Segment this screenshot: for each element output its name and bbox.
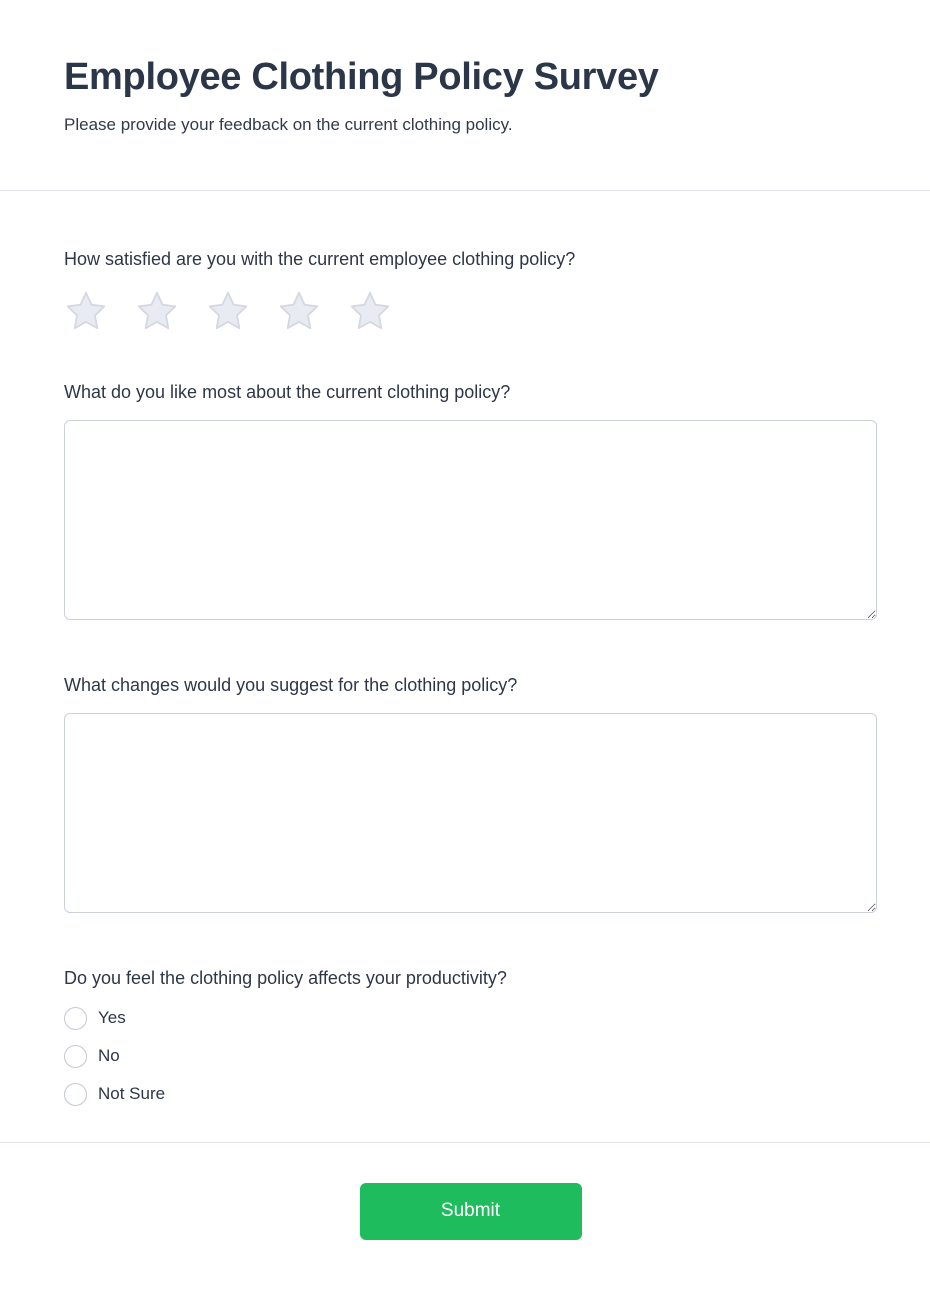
question-satisfaction-rating — [64, 247, 877, 332]
question-label: What do you like most about the current clothing policy? — [64, 381, 511, 402]
form-body — [0, 191, 930, 1106]
star-icon[interactable] — [135, 290, 179, 332]
radio-option-label: Not Sure — [98, 1084, 166, 1104]
form-title: Employee Clothing Policy Survey — [64, 56, 659, 98]
radio-option-label: No — [98, 1046, 120, 1066]
form-header — [0, 0, 930, 137]
star-icon[interactable] — [206, 290, 250, 332]
radio-option-no[interactable] — [64, 1045, 877, 1068]
form-footer — [0, 1143, 930, 1291]
radio-button-icon[interactable] — [64, 1045, 87, 1068]
question-like-most — [64, 380, 877, 625]
radio-button-icon[interactable] — [64, 1007, 87, 1030]
star-icon[interactable] — [64, 290, 108, 332]
question-suggest-changes — [64, 673, 877, 918]
suggest-changes-textarea[interactable] — [64, 713, 877, 913]
submit-button[interactable]: Submit — [360, 1183, 582, 1240]
star-icon[interactable] — [277, 290, 321, 332]
question-label: How satisfied are you with the current employee clothing policy? — [64, 248, 576, 269]
radio-option-not-sure[interactable] — [64, 1083, 877, 1106]
star-icon[interactable] — [348, 290, 392, 332]
question-label: What changes would you suggest for the clothing policy? — [64, 674, 518, 695]
radio-option-label: Yes — [98, 1008, 126, 1028]
star-rating-input[interactable] — [64, 290, 877, 332]
question-productivity — [64, 966, 877, 1106]
radio-option-yes[interactable] — [64, 1007, 877, 1030]
question-label: Do you feel the clothing policy affects your productivity? — [64, 967, 507, 988]
radio-button-icon[interactable] — [64, 1083, 87, 1106]
productivity-radio-group — [64, 1007, 877, 1106]
form-subtitle: Please provide your feedback on the current clothing policy. — [64, 114, 513, 134]
like-most-textarea[interactable] — [64, 420, 877, 620]
